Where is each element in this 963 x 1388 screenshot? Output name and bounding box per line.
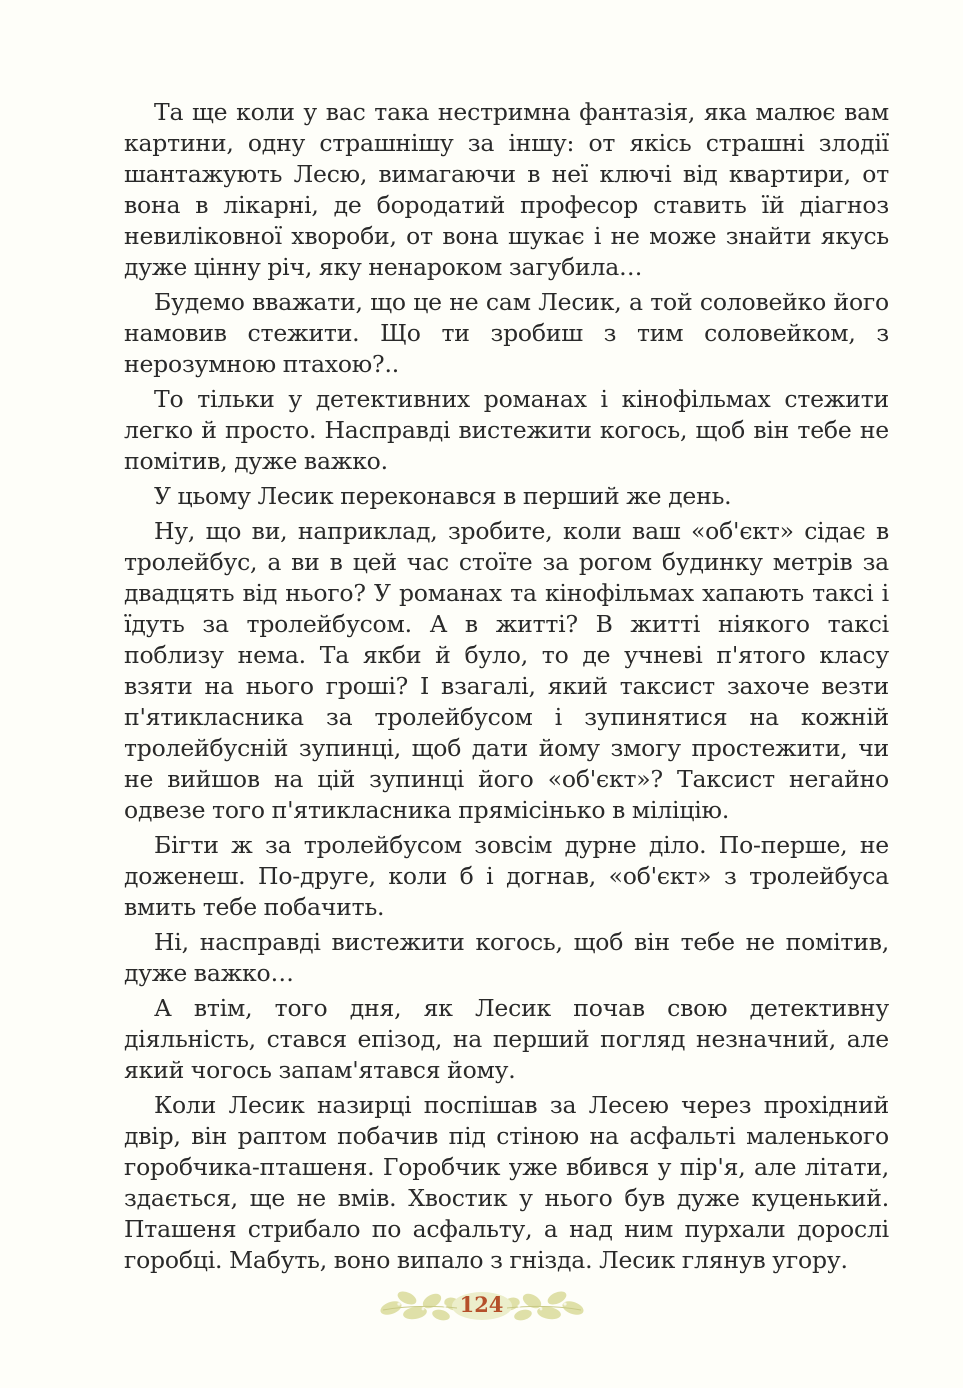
paragraph: Ну, що ви, наприклад, зробите, коли ваш «об'єкт» сідає в тролейбус, а ви в цей час стоїте за рогом будинку метрів за двадцять від нього? У романах та кінофільмах хапають таксі і їдуть за тролейбусом. А в житті? В житті ніякого таксі поблизу нема. Та якби й було, то де учневі п'ятого класу взяти на нього гроші? І взагалі, який таксист захоче везти п'ятикласника за тролейбусом і зупинятися на кожній тролейбусній зупинці, щоб дати йому змогу простежити, чи не вийшов на цій зупинці його «об'єкт»? Таксист негайно одвезе того п'ятикласника прямісінько в міліцію.: [124, 517, 889, 824]
paragraph: Коли Лесик назирці поспішав за Лесею через прохідний двір, він раптом побачив під стіною на асфальті маленького горобчика-пташеня. Горобчик уже вбився у пір'я, але літати, здається, ще не вмів. Хвостик у нього був дуже куценький. Пташеня стрибало по асфальту, а над ним пурхали дорослі горобці. Мабуть, воно випало з гнізда. Лесик глянув угору.: [124, 1091, 889, 1274]
book-page: [124, 97, 889, 1280]
paragraph: Та ще коли у вас така нестримна фантазія, яка малює вам картини, одну страшнішу за іншу: от якісь страшні злодії шантажують Лесю, вимагаючи в неї ключі від квартири, от вона в лікарні, де бородатий професор ставить їй діагноз невиліковної хвороби, от вона шукає і не може знайти якусь дуже цінну річ, яку ненароком загубила…: [124, 98, 889, 281]
page-number: 124: [459, 1292, 504, 1317]
paragraph: То тільки у детективних романах і кінофільмах стежити легко й просто. Насправді вистежити когось, щоб він тебе не помітив, дуже важко.: [124, 385, 889, 475]
paragraph: Бігти ж за тролейбусом зовсім дурне діло. По-перше, не доженеш. По-друге, коли б і догнав, «об'єкт» з тролейбуса вмить тебе побачить.: [124, 831, 889, 921]
paragraph: А втім, того дня, як Лесик почав свою детективну діяльність, стався епізод, на перший погляд незначний, але який чогось запам'ятався йому.: [124, 994, 889, 1084]
page-footer: [0, 1282, 963, 1328]
paragraph: Ні, насправді вистежити когось, щоб він тебе не помітив, дуже важко…: [124, 928, 889, 987]
paragraph: Будемо вважати, що це не сам Лесик, а той соловейко його намовив стежити. Що ти зробиш з тим соловейком, з нерозумною птахою?..: [124, 288, 889, 378]
paragraph: У цьому Лесик переконався в перший же день.: [154, 482, 732, 510]
page-number-ornament: [377, 1282, 587, 1328]
